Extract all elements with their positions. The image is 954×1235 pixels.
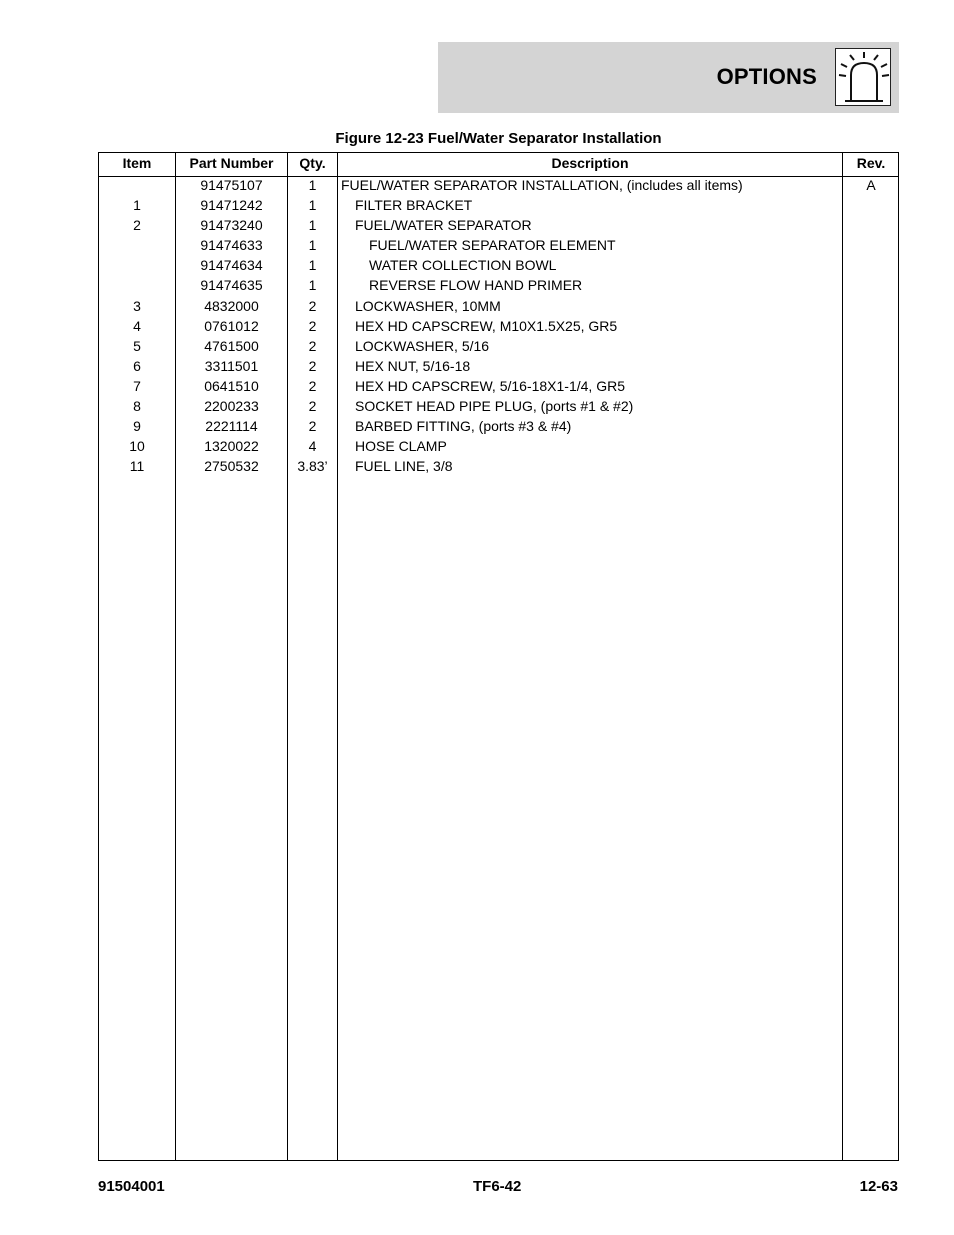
qty-cell: 4 <box>308 438 317 455</box>
item-cell: 1 <box>133 197 141 214</box>
table-row <box>99 377 898 397</box>
table-row <box>99 337 898 357</box>
part-number-cell: 2221114 <box>205 418 258 435</box>
item-cell: 7 <box>133 377 141 394</box>
figure-title: Figure 12-23 Fuel/Water Separator Installation <box>335 130 662 147</box>
qty-cell: 1 <box>308 177 317 193</box>
table-body <box>99 176 898 477</box>
table-row <box>99 256 898 276</box>
description-cell: BARBED FITTING, (ports #3 & #4) <box>355 418 572 435</box>
description-cell: FUEL LINE, 3/8 <box>355 458 453 475</box>
table-row <box>99 216 898 236</box>
table-row <box>99 297 898 317</box>
description-cell: SOCKET HEAD PIPE PLUG, (ports #1 & #2) <box>355 398 634 415</box>
part-number-cell: 91474635 <box>200 277 263 294</box>
description-cell: REVERSE FLOW HAND PRIMER <box>369 277 583 294</box>
item-cell: 3 <box>133 297 141 314</box>
description-cell: HEX HD CAPSCREW, 5/16-18X1-1/4, GR5 <box>355 377 625 394</box>
table-row <box>99 397 898 417</box>
qty-cell: 1 <box>308 237 317 254</box>
description-cell: HEX HD CAPSCREW, M10X1.5X25, GR5 <box>355 317 618 334</box>
description-cell: LOCKWASHER, 10MM <box>355 297 501 314</box>
qty-cell: 2 <box>308 398 317 415</box>
qty-cell: 1 <box>308 217 317 234</box>
item-cell: 11 <box>129 458 145 475</box>
part-number-cell: 2750532 <box>204 458 259 475</box>
description-cell: LOCKWASHER, 5/16 <box>355 337 490 354</box>
part-number-cell: 0641510 <box>204 377 259 394</box>
part-number-cell: 2200233 <box>204 398 259 415</box>
table-row <box>99 457 898 477</box>
part-number-cell: 1320022 <box>204 438 259 455</box>
part-number-cell: 0761012 <box>204 317 259 334</box>
footer-model-code: TF6-42 <box>473 1178 522 1195</box>
description-cell: FUEL/WATER SEPARATOR ELEMENT <box>369 237 616 254</box>
column-header-part-number: Part Number <box>189 155 274 171</box>
table-row <box>99 357 898 377</box>
qty-cell: 2 <box>308 337 317 354</box>
part-number-cell: 4761500 <box>204 337 259 354</box>
qty-cell: 2 <box>308 418 317 435</box>
description-cell: FILTER BRACKET <box>355 197 473 214</box>
footer-document-number: 91504001 <box>98 1178 165 1195</box>
table-row <box>99 317 898 337</box>
qty-cell: 3.83’ <box>297 458 328 475</box>
table-row <box>99 176 898 196</box>
table-row <box>99 196 898 216</box>
column-header-rev: Rev. <box>856 155 886 171</box>
item-cell: 2 <box>133 217 141 234</box>
item-cell: 8 <box>133 398 141 415</box>
qty-cell: 1 <box>308 277 317 294</box>
table-row <box>99 437 898 457</box>
part-number-cell: 91474633 <box>200 237 263 254</box>
table-row <box>99 276 898 296</box>
section-title: OPTIONS <box>716 64 817 89</box>
part-number-cell: 91471242 <box>200 197 263 214</box>
part-number-cell: 4832000 <box>204 297 259 314</box>
part-number-cell: 91474634 <box>200 257 263 274</box>
table-row <box>99 236 898 256</box>
item-cell: 4 <box>133 317 141 334</box>
qty-cell: 2 <box>308 377 317 394</box>
description-cell: WATER COLLECTION BOWL <box>369 257 557 274</box>
item-cell: 9 <box>133 418 141 435</box>
rev-cell: A <box>866 177 876 193</box>
part-number-cell: 91473240 <box>200 217 263 234</box>
qty-cell: 2 <box>308 297 317 314</box>
section-banner <box>438 42 899 113</box>
description-cell: FUEL/WATER SEPARATOR INSTALLATION, (includes all items) <box>341 177 743 193</box>
qty-cell: 1 <box>308 197 317 214</box>
footer-page-number: 12-63 <box>859 1178 898 1195</box>
description-cell: HEX NUT, 5/16-18 <box>355 357 471 374</box>
table-row <box>99 417 898 437</box>
part-number-cell: 3311501 <box>204 357 259 374</box>
qty-cell: 1 <box>308 257 317 274</box>
item-cell: 10 <box>129 438 145 455</box>
parts-table <box>98 152 899 1161</box>
description-cell: HOSE CLAMP <box>355 438 447 455</box>
column-header-description: Description <box>551 155 629 171</box>
beacon-light-icon <box>835 48 891 106</box>
description-cell: FUEL/WATER SEPARATOR <box>355 217 532 234</box>
item-cell: 5 <box>133 337 141 354</box>
qty-cell: 2 <box>308 317 317 334</box>
column-header-qty: Qty. <box>299 155 326 171</box>
qty-cell: 2 <box>308 357 317 374</box>
column-header-item: Item <box>122 155 152 171</box>
part-number-cell: 91475107 <box>200 177 263 193</box>
item-cell: 6 <box>133 357 141 374</box>
